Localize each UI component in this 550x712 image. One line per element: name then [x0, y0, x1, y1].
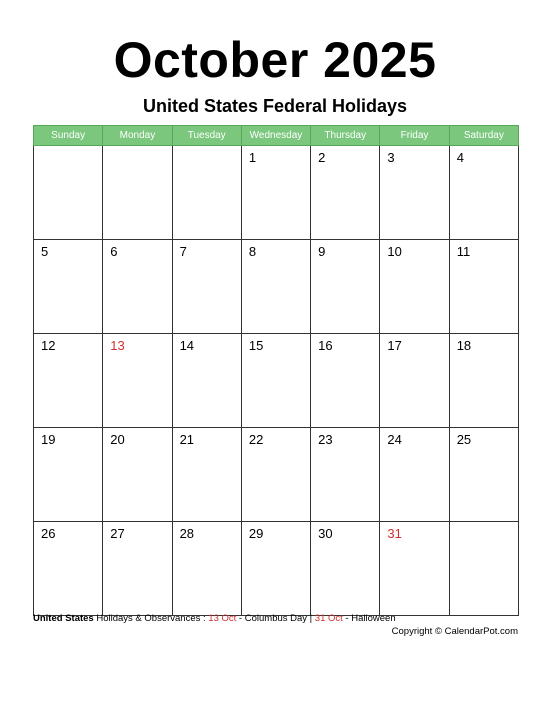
day-cell: [34, 240, 103, 334]
day-cell: [241, 334, 310, 428]
weekday-header: Wednesday: [241, 126, 310, 146]
day-number: 23: [318, 432, 333, 447]
day-number: 27: [110, 526, 125, 541]
day-number: 20: [110, 432, 125, 447]
day-number: [450, 522, 518, 526]
day-cell: [449, 522, 518, 616]
copyright: Copyright © CalendarPot.com: [391, 626, 518, 637]
weekday-header: Tuesday: [172, 126, 241, 146]
day-number: 30: [318, 526, 333, 541]
calendar-week-row: [34, 240, 519, 334]
day-number: 29: [248, 526, 264, 541]
day-number: 19: [41, 432, 56, 447]
day-cell: [449, 240, 518, 334]
day-number: 11: [456, 244, 471, 259]
day-cell: [380, 334, 449, 428]
day-cell: [311, 146, 380, 240]
day-number: 12: [41, 338, 56, 353]
footer-country: United States: [33, 613, 94, 624]
weekday-header-row: [34, 126, 519, 146]
day-cell: [449, 334, 518, 428]
day-number: [34, 146, 102, 150]
day-number: 15: [248, 338, 264, 353]
day-cell: [103, 522, 172, 616]
holiday-name: - Columbus Day: [236, 613, 308, 624]
day-cell: [449, 146, 518, 240]
day-number: 18: [456, 338, 472, 353]
day-number: 1: [248, 150, 257, 165]
day-number: 28: [179, 526, 195, 541]
day-cell: [241, 522, 310, 616]
day-number: 14: [179, 338, 195, 353]
day-number: 3: [387, 150, 395, 165]
day-number: 24: [387, 432, 402, 447]
day-cell: [311, 334, 380, 428]
holiday-date: 13 Oct: [208, 613, 237, 624]
day-number: 25: [456, 432, 472, 447]
holiday-day-number: 13: [110, 338, 125, 353]
weekday-header: Monday: [103, 126, 172, 146]
calendar-week-row: [34, 428, 519, 522]
day-cell: [311, 428, 380, 522]
day-number: 6: [110, 244, 118, 259]
holiday-name: - Halloween: [342, 613, 396, 624]
day-cell: [172, 146, 241, 240]
day-cell: [241, 240, 310, 334]
day-cell: [103, 334, 172, 428]
day-cell: [311, 240, 380, 334]
day-number: 4: [456, 150, 464, 165]
page-title: October 2025: [113, 32, 437, 88]
day-number: 8: [248, 244, 257, 259]
day-number: [173, 146, 241, 150]
weekday-header: Sunday: [34, 126, 103, 146]
day-number: [103, 146, 171, 150]
footer-label: Holidays & Observances :: [93, 613, 209, 624]
day-number: 2: [318, 150, 326, 165]
weekday-header: Thursday: [311, 126, 380, 146]
weekday-header: Saturday: [449, 126, 518, 146]
day-cell: [241, 146, 310, 240]
footer-separator: |: [307, 613, 315, 624]
day-cell: [380, 146, 449, 240]
page-subtitle: United States Federal Holidays: [142, 96, 408, 116]
day-cell: [449, 428, 518, 522]
day-cell: [380, 240, 449, 334]
calendar-week-row: [34, 334, 519, 428]
day-number: 9: [318, 244, 326, 259]
day-cell: [103, 146, 172, 240]
day-cell: [311, 522, 380, 616]
day-number: 17: [387, 338, 402, 353]
day-number: 16: [318, 338, 333, 353]
holiday-date: 31 Oct: [314, 613, 343, 624]
day-number: 7: [179, 244, 187, 259]
day-cell: [172, 522, 241, 616]
day-cell: [103, 240, 172, 334]
day-cell: [34, 334, 103, 428]
day-cell: [34, 146, 103, 240]
holiday-day-number: 31: [387, 526, 402, 541]
weekday-header: Friday: [380, 126, 449, 146]
day-number: 21: [179, 432, 195, 447]
day-cell: [34, 522, 103, 616]
day-number: 10: [387, 244, 402, 259]
day-cell: [380, 428, 449, 522]
day-cell: [172, 334, 241, 428]
day-cell: [380, 522, 449, 616]
day-number: 22: [248, 432, 264, 447]
day-cell: [241, 428, 310, 522]
day-number: 5: [41, 244, 49, 259]
day-number: 26: [41, 526, 56, 541]
calendar-week-row: [34, 522, 519, 616]
calendar-grid: [33, 125, 519, 616]
day-cell: [172, 428, 241, 522]
day-cell: [103, 428, 172, 522]
holidays-footer: [33, 613, 519, 625]
calendar-week-row: [34, 146, 519, 240]
calendar-body: [34, 146, 519, 616]
day-cell: [172, 240, 241, 334]
day-cell: [34, 428, 103, 522]
